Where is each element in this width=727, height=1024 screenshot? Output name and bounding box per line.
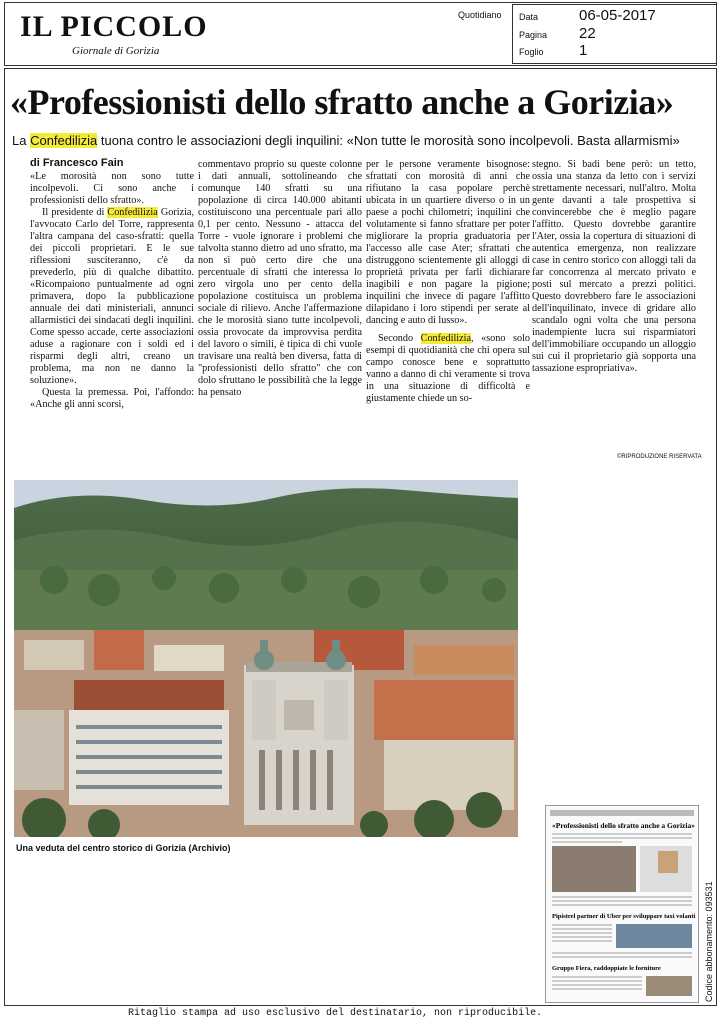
meta-row-sheet [519,42,587,60]
text-span: Secondo [378,333,421,344]
meta-value: 22 [579,25,596,42]
highlight: Confedilizia [420,333,472,344]
publication-type: Quotidiano [458,10,502,20]
deck-highlight: Confedilizia [30,133,98,148]
article-photo [14,480,518,837]
thumbnail-headline: «Professionisti dello sfratto anche a Gorizia» [552,821,695,830]
paragraph [30,207,194,387]
byline: di Francesco Fain [30,157,124,169]
gorizia-aerial-image [14,480,518,837]
article-column-3 [366,159,530,405]
thumbnail-item-2: Pipistrel partner di Uber per sviluppare taxi volanti [552,913,696,920]
footer-notice: Ritaglio stampa ad uso esclusivo del destinatario, non riproducibile. [128,1008,543,1019]
paragraph: Questa la premessa. Poi, l'affondo: «Anche gli anni scorsi, [30,387,194,410]
text-span: Gorizia, l'avvocato Carlo del Torre, rappresenta l'altra campana del caso-sfratti: quella dei piccoli proprietari. E le sue riflessioni susciteranno, c'è da prevederlo, più di qualche dibattito. «Ricompaiono puntualmente ad ogni primavera, dopo la pubblicazione annuale dei dati ministeriali, annunci allarmistici dei sindacati degli inquilini. Come spesso accade, certe associazioni aduse a ragionare con i soldi ed i risparmi degli altri, creano un problema, ma non ne danno la soluzione». [30,207,195,386]
subscription-code: Codice abbonamento: 093531 [704,881,714,1002]
meta-label: Foglio [519,47,544,57]
article-column-2 [198,159,362,399]
meta-box [512,4,717,64]
paragraph: per le persone veramente bisognose: sfrattati con morosità di anni che rifiutano la casa popolare perchè ubicata in un quartiere diverso o in un paese a pochi chilometri; inquilini che volutamente si fanno sfrattare per poter migliorare la propria graduatoria per l'accesso alle case Ater; sfrattati che distruggono scientemente gli alloggi di proprietà privata per farli dichiarare inagibili e non pagare la pigione; inquilini che invece di pagare l'affitto dilapidano i loro stipendi per serate al dancing e auto di lusso». [366,159,530,326]
thumbnail-graphic [546,806,698,1002]
thumbnail-item-3: Gruppo Fiera, raddoppiate le forniture [552,965,661,972]
paragraph [366,333,530,405]
article-column-1 [30,157,194,411]
rights-notice: ©RIPRODUZIONE RISERVATA [617,454,702,460]
meta-row-date [519,7,656,25]
paragraph: «Le morosità non sono tutte incolpevoli. Ci sono anche i professionisti dello sfratto». [30,171,194,206]
paragraph: stegno. Si badi bene però: un tetto, ossia una stanza da letto con i servizi strettamente necessari, null'altro. Molta gente davanti a tale prospettiva si convincerebbe che è meglio pagare l'affitto. Questo dovrebbe garantire l'Ater, ossia la copertura di situazioni di autentica emergenza, non realizzare case in centro storico con alloggi tali da far concorrenza al mercato privato e posti sul mercato a prezzi politici. Questo dovrebbero fare le associazioni dell'inquilinato, invece di gridare allo scandalo ogni volta che una persona inadempiente lucra sui risparmiatori dell'immobiliare occupando un alloggio sui cui il proprietario già sopporta una tassazione espropriativa». [532,159,696,374]
deck-rest: tuona contro le associazioni degli inquilini: «Non tutte le morosità sono incolpevoli. Basta allarmismi» [97,133,680,148]
meta-value: 06-05-2017 [579,7,656,24]
meta-label: Data [519,12,539,22]
meta-row-page [519,25,596,43]
deck-prefix: La [12,133,31,148]
photo-caption: Una veduta del centro storico di Gorizia (Archivio) [16,843,231,853]
meta-label: Pagina [519,30,548,40]
masthead-subtitle: Giornale di Gorizia [72,45,160,57]
page-thumbnail [545,805,699,1003]
text-span: Il presidente di [42,207,108,218]
article-column-4 [532,159,696,375]
article-deck [12,133,712,148]
article-headline: «Professionisti dello sfratto anche a Gorizia» [10,82,674,122]
meta-value: 1 [579,42,588,59]
masthead-title: IL PICCOLO [20,10,208,43]
highlight: Confedilizia [107,207,158,218]
paragraph: commentavo proprio su queste colonne i dati annuali, sottolineando che comunque 140 sfratti su una popolazione di circa 140.000 abitanti costituiscono una percentuale pari allo 0,1 per cento. Nessuno - attacca del Torre - vuole ignorare i problemi che talvolta stanno dietro ad uno sfratto, ma non si può certo dire che una percentuale di sfratti che interessa lo zero virgola uno per cento della popolazione costituisca un problema sociale di rilievo. Anche l'affermazione che le morosità siano tutte incolpevoli, ossia provocate da improvvisa perdita del lavoro o simili, è tipica di chi vuole travisare una realtà ben diversa, fatta di "professionisti dello sfratto" che con dolo sfruttano le possibilità che la legge ha pensato [198,159,362,398]
text-span: , «sono solo esempi di quotidianità che chi opera sul campo conosce bene e soprattutto vanno a danno di chi veramente si trova in una situazione di difficoltà e giustamente chiede un so- [366,333,530,404]
